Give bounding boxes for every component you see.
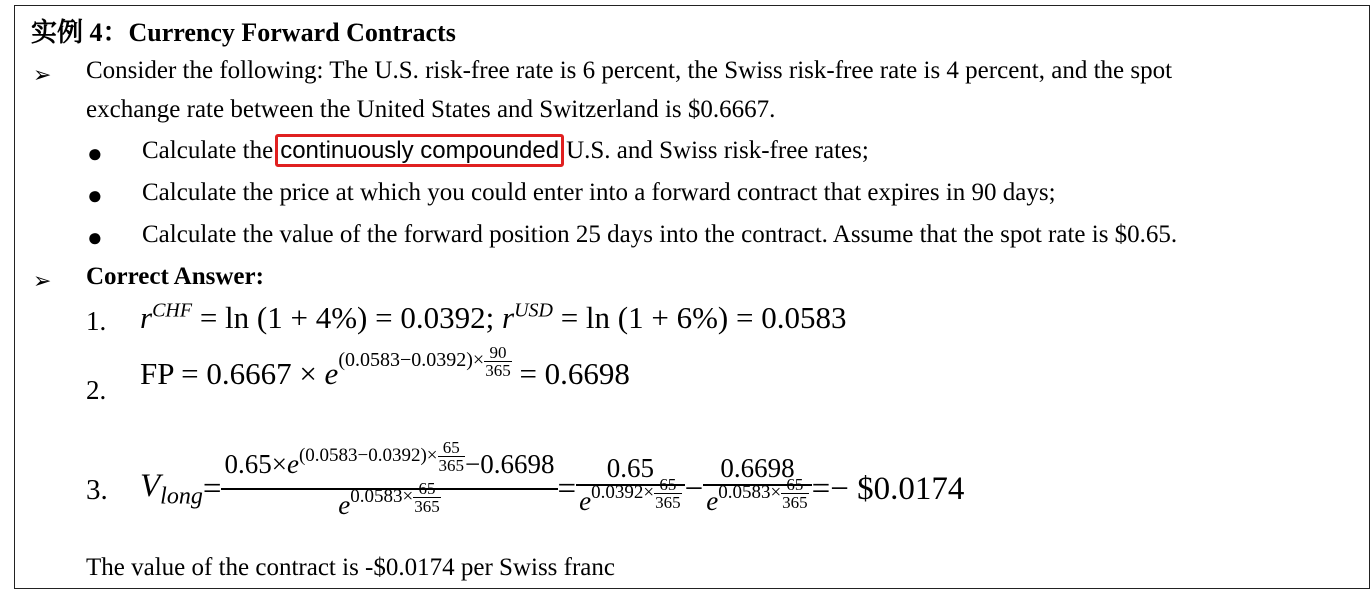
fp-exp-fraction: [484, 344, 512, 379]
step-1-number: 1.: [86, 306, 107, 336]
var-v: V: [140, 467, 161, 504]
minus-sign: −: [684, 470, 704, 507]
d3-e: e: [706, 486, 719, 516]
fp-exponent: [338, 344, 511, 379]
d3-exponent: [718, 476, 808, 511]
arrow-bullet-icon: ➢: [33, 268, 52, 293]
d1-exp-num: 65: [413, 480, 441, 498]
conclusion-text: The value of the contract is -$0.0174 per Swiss franc: [86, 554, 616, 581]
var-r-chf: r: [140, 300, 153, 335]
fraction-1-denominator: [221, 479, 557, 527]
arrow-bullet-icon: ➢: [33, 62, 52, 87]
fraction-2: [576, 455, 684, 523]
step-2-formula: [140, 343, 630, 392]
d2-exp-fraction: [654, 476, 682, 511]
expr-chf: = ln (1 + 4%) = 0.0392;: [192, 300, 502, 335]
bullet-dot-icon: ●: [87, 223, 103, 252]
d2-exponent: [591, 476, 681, 511]
d3-exp-den: 365: [782, 493, 808, 512]
sup-chf: CHF: [152, 299, 193, 322]
n1b: −0.6698: [465, 449, 555, 479]
n1-exp-den: 365: [438, 456, 465, 475]
d2-exp-den: 365: [655, 493, 681, 512]
eq-1: =: [202, 470, 222, 507]
intro-line-2: exchange rate between the United States and Switzerland is $0.6667.: [86, 96, 776, 123]
step-3-number: 3.: [86, 474, 108, 506]
d3-exp-fraction: [781, 476, 809, 511]
highlighted-phrase: continuously compounded: [275, 134, 564, 167]
sub-item-3: Calculate the value of the forward position 25 days into the contract. Assume that the spot rate is $0.65.: [142, 221, 1178, 248]
euler-e: e: [324, 356, 339, 391]
fp-exp-den: 365: [485, 361, 511, 380]
fp-exp-num: 90: [484, 344, 512, 362]
d1-exp-den: 365: [414, 497, 440, 516]
fp-exp-text: (0.0583−0.0392)×: [338, 349, 485, 372]
bullet-dot-icon: ●: [87, 181, 103, 210]
sup-usd: USD: [514, 299, 553, 322]
n1-exp-fraction: [438, 439, 466, 474]
fp-rhs: = 0.6698: [511, 356, 630, 391]
d1-exp-text: 0.0583×: [350, 485, 414, 507]
fraction-2-numerator: 0.65: [576, 455, 684, 486]
sub-item-2: Calculate the price at which you could enter into a forward contract that expires in 90 days;: [142, 179, 1056, 206]
fraction-3-denominator: [703, 475, 811, 523]
answer-heading: Correct Answer:: [86, 263, 264, 290]
d1-exponent: [350, 480, 440, 515]
n1-exp-num: 65: [438, 439, 466, 457]
step-2-number: 2.: [86, 375, 107, 405]
n1-exponent: [299, 439, 465, 474]
fraction-3: [703, 455, 811, 523]
n1a: 0.65×: [224, 449, 287, 479]
var-r-usd: r: [501, 300, 515, 335]
fraction-3-numerator: 0.6698: [703, 455, 811, 486]
step-1-formula: [140, 300, 846, 336]
fraction-1: [221, 438, 557, 527]
d2-exp-text: 0.0392×: [591, 481, 655, 503]
d3-exp-text: 0.0583×: [718, 481, 782, 503]
n1-exp-text: (0.0583−0.0392)×: [298, 444, 438, 466]
d1-exp-fraction: [413, 480, 441, 515]
step-3-result: =− $0.0174: [811, 470, 965, 507]
page-title: 实例 4：Currency Forward Contracts: [31, 18, 456, 47]
bullet-dot-icon: ●: [87, 139, 103, 168]
d2-exp-num: 65: [654, 476, 682, 494]
fraction-2-denominator: [576, 475, 684, 523]
fp-lhs: FP = 0.6667 ×: [140, 356, 325, 391]
expr-usd: = ln (1 + 6%) = 0.0583: [552, 300, 847, 335]
n1-e: e: [286, 449, 299, 479]
step-3-formula: [140, 434, 964, 544]
sub-item-1-after: U.S. and Swiss risk-free rates;: [566, 137, 869, 164]
sub-item-1: [142, 137, 869, 165]
intro-line-1: Consider the following: The U.S. risk-free rate is 6 percent, the Swiss risk-free rate is 4 percent, and the spot: [86, 57, 1173, 84]
d3-exp-num: 65: [781, 476, 809, 494]
d1-e: e: [338, 490, 351, 520]
d2-e: e: [579, 486, 592, 516]
eq-2: =: [557, 470, 577, 507]
sub-item-1-before: Calculate the: [142, 137, 274, 164]
sub-long: long: [160, 483, 203, 510]
